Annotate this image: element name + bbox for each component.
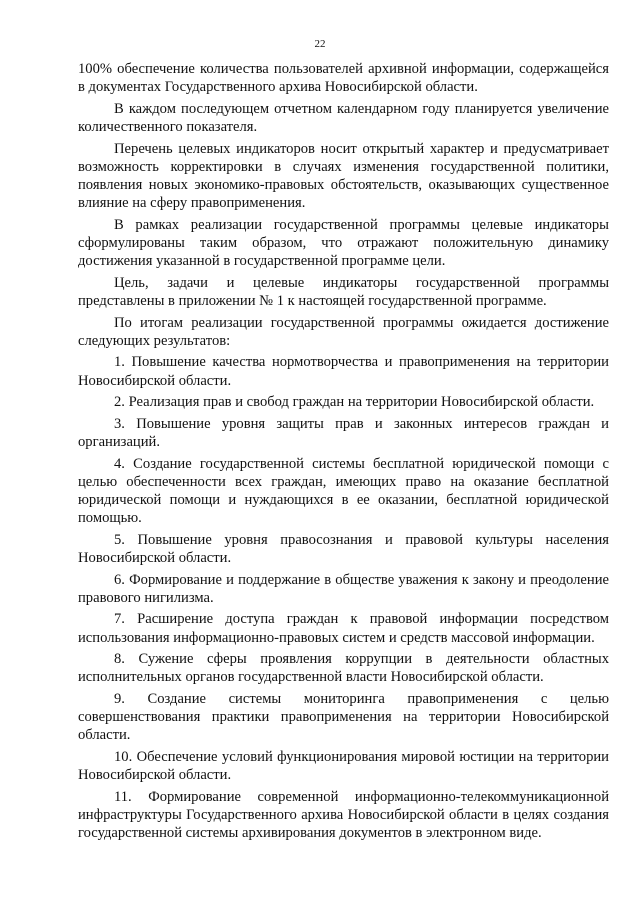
list-item: 8. Сужение сферы проявления коррупции в деятельности областных исполнительных органов государственной власти Новосибирской области. [78,651,609,686]
list-item: 3. Повышение уровня защиты прав и законных интересов граждан и организаций. [78,415,609,450]
list-item: 1. Повышение качества нормотворчества и правоприменения на территории Новосибирской области. [78,354,609,389]
list-item: 11. Формирование современной информационно-телекоммуникационной инфраструктуры Государственного архива Новосибирской области в целях создания государственной системы архивирования документов в электронном виде. [78,788,609,842]
paragraph: В рамках реализации государственной программы целевые индикаторы сформулированы таким образом, что отражают положительную динамику достижения указанной в государственной программе цели. [78,216,609,270]
document-body [78,60,609,846]
list-item: 4. Создание государственной системы бесплатной юридической помощи с целью обеспеченности всех граждан, имеющих право на оказание бесплатной юридической помощи и нуждающихся в ее оказании, бесплатной юридической помощью. [78,455,609,527]
list-item: 2. Реализация прав и свобод граждан на территории Новосибирской области. [114,394,595,411]
paragraph: 100% обеспечение количества пользователей архивной информации, содержащейся в документах Государственного архива Новосибирской области. [78,61,609,96]
list-item: 10. Обеспечение условий функционирования мировой юстиции на территории Новосибирской области. [78,748,609,784]
page-number: 22 [314,38,326,50]
list-item: 5. Повышение уровня правосознания и правовой культуры населения Новосибирской области. [78,531,609,566]
list-item: 7. Расширение доступа граждан к правовой информации посредством использования информационно-правовых систем и средств массовой информации. [78,611,609,646]
list-item: 9. Создание системы мониторинга правоприменения с целью совершенствования практики правоприменения на территории Новосибирской области. [78,690,609,744]
paragraph: В каждом последующем отчетном календарном году планируется увеличение количественного показателя. [78,100,609,135]
paragraph: Перечень целевых индикаторов носит открытый характер и предусматривает возможность корректировки в случаях изменения государственной политики, появления новых экономико-правовых обстоятельств, оказывающих существенное влияние на сферу правоприменения. [78,140,609,212]
list-item: 6. Формирование и поддержание в обществе уважения к закону и преодоление правового нигилизма. [78,571,609,606]
paragraph: Цель, задачи и целевые индикаторы государственной программы представлены в приложении № 1 к настоящей государственной программе. [78,274,609,309]
paragraph: По итогам реализации государственной программы ожидается достижение следующих результатов: [78,314,609,349]
